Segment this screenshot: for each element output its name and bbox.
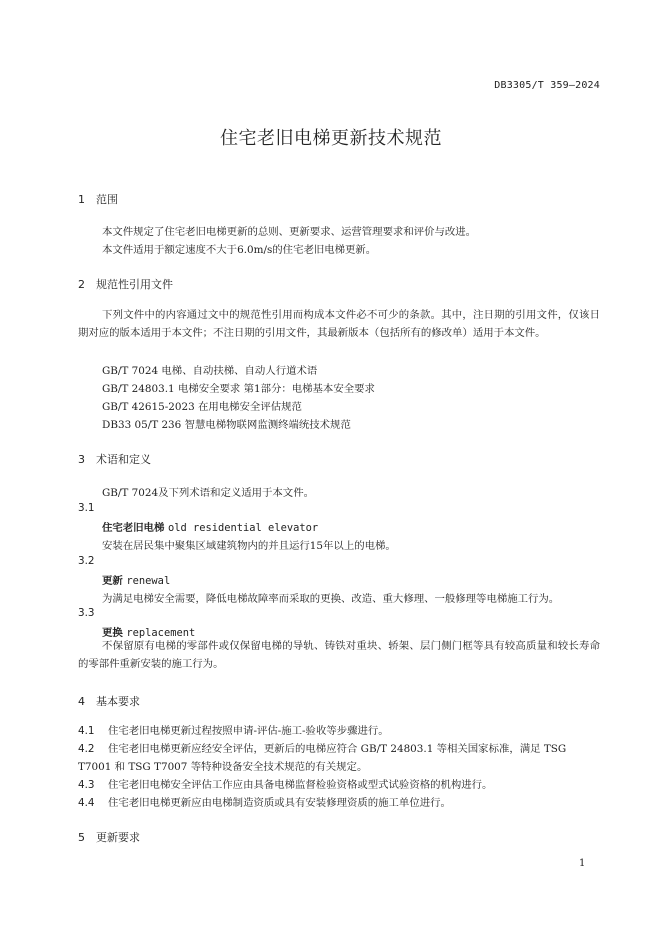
page-number: 1 [579,858,586,869]
clause-text: 住宅老旧电梯更新应经安全评估，更新后的电梯应符合 GB/T 24803.1 等相关国家标准，满足 TSG T7001 和 TSG T7007 等特种设备安全技术规范的有关规定。 [78,743,567,773]
paragraph: GB/T 7024及下列术语和定义适用于本文件。 [102,487,314,499]
section-3-heading [78,451,151,467]
section-number: 2 [78,278,85,291]
clause [78,776,602,794]
term-number: 3.1 [78,502,95,514]
section-title: 术语和定义 [96,453,151,466]
paragraph: 本文件规定了住宅老旧电梯更新的总则、更新要求、运营管理要求和评价与改进。 [102,226,477,238]
term-cn: 更换 [102,627,123,639]
clause [78,722,602,740]
term-cn: 住宅老旧电梯 [102,522,165,534]
reference-item: GB/T 7024 电梯、自动扶梯、自动人行道术语 [102,365,318,377]
section-number: 1 [78,193,85,206]
document-code: DB3305/T 359—2024 [494,80,600,91]
reference-item: GB/T 42615-2023 在用电梯安全评估规范 [102,401,302,413]
clause-text: 住宅老旧电梯更新过程按照申请-评估-施工-验收等步骤进行。 [108,725,389,737]
section-4-heading [78,693,140,709]
term-cn: 更新 [102,575,123,587]
clause-text: 住宅老旧电梯安全评估工作应由具备电梯监督检验资格或型式试验资格的机构进行。 [108,779,493,791]
paragraph: 本文件适用于额定速度不大于6.0m/s的住宅老旧电梯更新。 [102,244,377,256]
clause-number: 4.4 [78,797,95,809]
section-1-heading [78,191,118,207]
term-en: renewal [126,575,171,587]
term-number: 3.2 [78,555,95,567]
term-en: replacement [126,627,196,639]
section-number: 5 [78,831,85,844]
term-definition: 为满足电梯安全需要，降低电梯故障率而采取的更换、改造、重大修理、一般修理等电梯施工行为。 [102,593,560,605]
paragraph: 下列文件中的内容通过文中的规范性引用而构成本文件必不可少的条款。其中，注日期的引用文件，仅该日期对应的版本适用于本文件；不注日期的引用文件，其最新版本（包括所有的修改单）适用于本文件。 [78,309,600,339]
clause-number: 4.3 [78,779,95,791]
reference-item: GB/T 24803.1 电梯安全要求 第1部分：电梯基本安全要求 [102,383,375,395]
section-title: 更新要求 [96,831,140,844]
clause [78,740,602,776]
section-title: 基本要求 [96,695,140,708]
term-en: old residential elevator [167,522,319,534]
term-heading [102,519,318,534]
reference-item: DB33 05/T 236 智慧电梯物联网监测终端统技术规范 [102,419,351,431]
document-title: 住宅老旧电梯更新技术规范 [220,128,442,149]
clause [78,794,602,812]
clause-number: 4.2 [78,743,95,755]
section-5-heading [78,829,140,845]
section-number: 3 [78,453,85,466]
section-2-heading [78,276,173,292]
clause-number: 4.1 [78,725,95,737]
term-number: 3.3 [78,607,95,619]
term-heading [102,572,170,587]
term-definition: 安装在居民集中聚集区域建筑物内的并且运行15年以上的电梯。 [102,540,396,552]
term-definition: 不保留原有电梯的零部件或仅保留电梯的导轨、铸铁对重块、轿架、层门侧门框等具有较高质量和较长寿命的零部件重新安装的施工行为。 [78,640,600,670]
section-title: 规范性引用文件 [96,278,173,291]
clause-text: 住宅老旧电梯更新应由电梯制造资质或具有安装修理资质的施工单位进行。 [108,797,451,809]
section-title: 范围 [96,193,118,206]
section-number: 4 [78,695,85,708]
